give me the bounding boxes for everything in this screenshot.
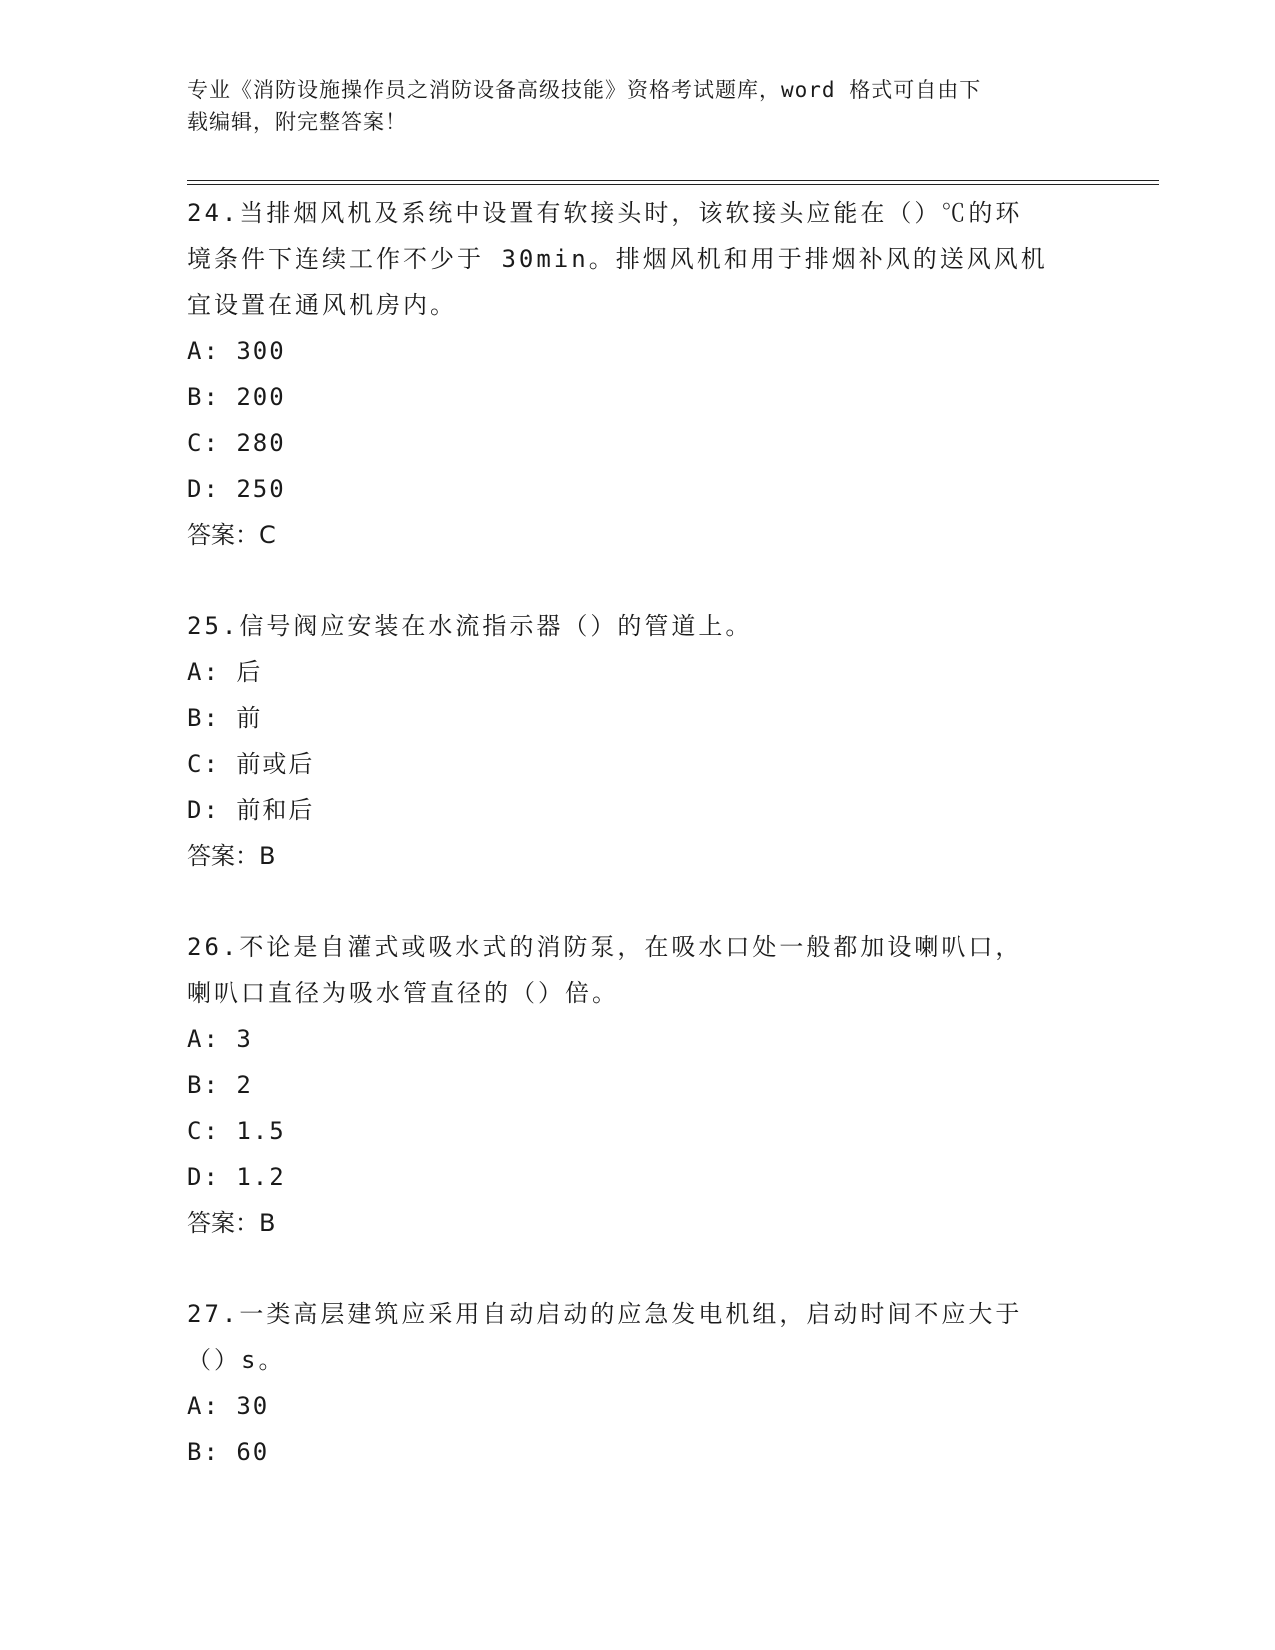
option-b: B: 2	[187, 1071, 253, 1099]
question-27	[187, 1291, 1087, 1475]
question-stem-line: 宜设置在通风机房内。	[187, 291, 457, 319]
option-b: B: 前	[187, 704, 263, 732]
option-d: D: 250	[187, 475, 286, 503]
option-c: C: 280	[187, 429, 286, 457]
option-a: A: 后	[187, 658, 263, 686]
answer: 答案：C	[187, 521, 276, 549]
option-b: B: 60	[187, 1438, 270, 1466]
option-a: A: 30	[187, 1392, 270, 1420]
question-24	[187, 190, 1087, 558]
option-a: A: 300	[187, 337, 286, 365]
question-stem-line: 25.信号阀应安装在水流指示器（）的管道上。	[187, 612, 753, 640]
question-26	[187, 924, 1087, 1246]
answer: 答案：B	[187, 1209, 276, 1237]
answer: 答案：B	[187, 842, 276, 870]
document-header	[187, 74, 1087, 138]
header-line-2: 载编辑，附完整答案！	[187, 110, 407, 134]
question-stem-line: 26.不论是自灌式或吸水式的消防泵，在吸水口处一般都加设喇叭口，	[187, 933, 1023, 961]
option-d: D: 1.2	[187, 1163, 286, 1191]
question-stem-line: 24.当排烟风机及系统中设置有软接头时，该软接头应能在（）℃的环	[187, 199, 1023, 227]
question-stem-line: 喇叭口直径为吸水管直径的（）倍。	[187, 979, 619, 1007]
header-line-1: 专业《消防设施操作员之消防设备高级技能》资格考试题库，word 格式可自由下	[187, 78, 982, 102]
question-stem-line: （）s。	[187, 1346, 286, 1374]
option-c: C: 1.5	[187, 1117, 286, 1145]
header-divider-top	[187, 180, 1159, 181]
question-list	[187, 190, 1087, 1475]
option-a: A: 3	[187, 1025, 253, 1053]
option-d: D: 前和后	[187, 796, 315, 824]
option-b: B: 200	[187, 383, 286, 411]
question-25	[187, 603, 1087, 879]
option-c: C: 前或后	[187, 750, 315, 778]
header-divider-bottom	[187, 184, 1159, 185]
question-stem-line: 境条件下连续工作不少于 30min。排烟风机和用于排烟补风的送风风机	[187, 245, 1048, 273]
question-stem-line: 27.一类高层建筑应采用自动启动的应急发电机组，启动时间不应大于	[187, 1300, 1023, 1328]
